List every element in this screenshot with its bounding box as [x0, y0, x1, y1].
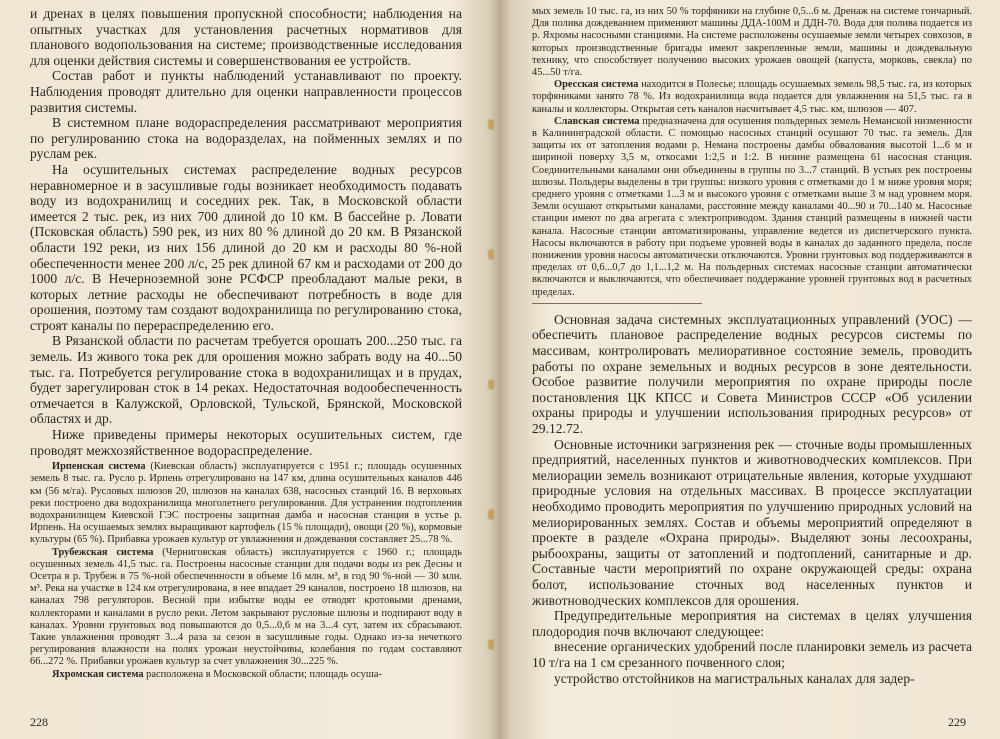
separator-rule — [532, 303, 702, 304]
system-description — [532, 6, 972, 79]
system-name: Яхромская система — [52, 668, 144, 680]
binding-stitch — [489, 640, 493, 649]
paragraph: В системном плане водораспределения рассматривают мероприятия по регулированию стока на водоразделах, на пойменных землях и по руслам рек. — [30, 115, 462, 162]
system-text: (Киевская область) эксплуатируется с 1951 г.; площадь осушенных земель 8 тыс. га. Русло р. Ирпень отрегулировано на 147 км, длина осушительных каналов 446 км (56 м/га). Русловых шлюзов 20, шлюзов на каналах 638, насосных станций 16. В верховьях реки построено два водохранилища многолетнего регулирования. Для устранения подтопления водохранилищем Киевской ГЭС построены защитная дамба и насосная станция в устье р. Ирпень. На осушаемых землях выращивают картофель (15 % площади), овощи (20 %), кормовые культуры (65 %). Прибавка урожаев культур от увлажнения и дождевания составляет 25...78 %. — [30, 461, 463, 546]
system-description — [532, 79, 972, 116]
paragraph: В Рязанской области по расчетам требуется орошать 200...250 тыс. га земель. Из живого тока рек для орошения можно забрать воду на 40...50 тыс. га. Потребуется регулирование стока в водохранилищах и в прудах, будет зарегулирован сток в 14 реках. Недостаточная водообеспеченность отмечается в Калужской, Орловской, Тульской, Брянской, Московской областях и др. — [30, 333, 462, 427]
left-page-body — [30, 6, 462, 681]
right-page-body — [532, 6, 972, 686]
right-small-text — [532, 6, 972, 299]
system-text: предназначена для осушения польдерных земель Неманской низменности в Калининградской области. С помощью насосных станций осушают 70 тыс. га земель. Для защиты их от затопления водами р. Немана построены дамбы обвалования высотой 1...6 м и шириной поверху 3,5 м, откосами 1:2,5 и 1:2. В низине размещена 61 насосная станция. Соединительными каналами они объединены в группы по 3...7 станций. В устьях рек построены шлюзы. Польдеры выделены в три группы: низкого уровня с отметками до 1 м ниже уровня моря; среднего уровня с отметками 1...3 м и высокого уровня с отметками выше 3 м над уровнем моря. Земли осушают открытыми каналами, расстояние между каналами 40...90 и 70...140 м. Насосные станции имеют по два агрегата с электроприводом. Здания станций размещены в нижней части канала. Насосные станции автоматизированы, управление ведется из диспетчерского пункта. Насосы включаются в работу при подъеме уровней воды в каналах до заданного предела, после понижения уровня насосы автоматически отключаются. Уровни грунтовых вод поддерживаются в пределах от 0,6...0,7 до 1,1...1,2 м. На польдерных системах насосные станции автоматически включаются и выключаются, что обеспечивает поддержание уровней грунтовых вод в расчетных пределах. — [532, 115, 972, 298]
paragraph: Ниже приведены примеры некоторых осушительных систем, где проводят межхозяйственное водораспределение. — [30, 427, 462, 458]
binding-stitch — [489, 510, 493, 519]
paragraph: и дренах в целях повышения пропускной способности; наблюдения на опытных участках для установления расчетных нормативов для планового водопользования на системе; производственные исследования для оценки действия системы и совершенствования ее устройств. — [30, 6, 462, 68]
system-text: (Черниговская область) эксплуатируется с 1960 г.; площадь осушенных земель 41,5 тыс. га. Построены насосные станции для подачи воды из рек Десны и Осетра в р. Трубеж в 75 %-ной обеспеченности в объеме 16 млн. м³, в год 90 %-ной — 30 млн. м³. Река на участке в 124 км отрегулирована, в нее впадает 29 каналов, построено 18 шлюзов, на каналах 798 регуляторов. Весной при избытке воды ее отводят кротовыми дренами, коллекторами и каналами в русло реки. Летом закрывают русловые шлюзы и подпирают воду в каналах. Уровни грунтовых вод повышаются до 0,5...0,6 м на 3...4 сут, затем их сбрасывают. Такие увлажнения проводят 3...4 раза за сезон в засушливые годы. Однако из-за нечеткого регулирования влажности на полях урожаи неустойчивы, колебания по годам составляют 66...272 %. Прибавки урожаев культур за счет увлажнения 30...225 %. — [30, 546, 462, 668]
left-small-text — [30, 461, 462, 681]
system-name: Славская система — [554, 115, 640, 127]
system-description — [30, 669, 462, 681]
page-number: 229 — [948, 715, 966, 729]
system-text: расположена в Московской области; площадь осуша- — [143, 668, 382, 680]
system-name: Оресская система — [554, 79, 639, 91]
system-text: мых земель 10 тыс. га, из них 50 % торфяники на глубине 0,5...6 м. Дренаж на системе гончарный. Для полива дождеванием применяют машины ДДА-100М и ДДН-70. Вода для полива подается из р. Яхромы насосными станциями. На системе расположены осушаемые земли четырех совхозов, в которых производственные бригады имеют закрепленные земли, машины и дождевальную технику, что способствует получению высоких урожаев овощей (капуста, морковь, свекла) по 45...50 т/га. — [532, 6, 972, 79]
right-main-text — [532, 312, 972, 686]
paragraph: Основные источники загрязнения рек — сточные воды промышленных предприятий, населенных пунктов и животноводческих комплексов. При мелиорации земель возникают отрицательные явления, которые ухудшают природные условия на отдельных массивах. В процессе эксплуатации необходимо проводить мероприятия по улучшению природных условий на мелиорированных землях. Состав и объемы мероприятий определяют в проекте в разделе «Охрана природы». Выделяют зоны лесоохраны, рыбоохраны, защиты от затоплений и подтоплений, санитарные и др. Составные части мероприятий по охране окружающей среды: охрана болот, использование сточных вод населенных пунктов и животноводческих комплексов для орошения. — [532, 436, 972, 608]
paragraph: Состав работ и пункты наблюдений устанавливают по проекту. Наблюдения проводят длительно для оценки направленности процессов развития системы. — [30, 68, 462, 115]
system-text: находится в Полесье; площадь осушаемых земель 98,5 тыс. га, из которых торфяниками занято 78 %. Из водохранилища вода подается для увлажнения на 51,5 тыс. га в каналы и коллекторы. Открытая сеть каналов насчитывает 4,5 тыс. км, шлюзов — 407. — [532, 79, 972, 115]
binding-stitch — [489, 250, 493, 259]
left-main-text — [30, 6, 462, 458]
system-description — [30, 461, 462, 546]
binding-stitch — [489, 380, 493, 389]
system-name: Трубежская система — [52, 546, 154, 558]
paragraph: Предупредительные мероприятия на системах в целях улучшения плодородия почв включают следующее: — [532, 608, 972, 639]
system-name: Ирпенская система — [52, 461, 146, 473]
page-number: 228 — [30, 715, 48, 729]
system-description — [30, 547, 462, 669]
paragraph: Основная задача системных эксплуатационных управлений (УОС) — обеспечить плановое распределение водных ресурсов системы по массивам, контролировать мелиоративное состояние земель, проводить работы по охране земельных и водных ресурсов в зоне деятельности. Особое развитие получили мероприятия по охране природы после постановления ЦК КПСС и Совета Министров СССР «Об усилении охраны природы и улучшении использования природных ресурсов» от 29.12.72. — [532, 311, 972, 437]
paragraph: внесение органических удобрений после планировки земель из расчета 10 т/га на 1 см срезанного почвенного слоя; — [532, 639, 972, 670]
paragraph: устройство отстойников на магистральных каналах для задер- — [554, 670, 915, 686]
binding-stitch — [489, 120, 493, 129]
paragraph: На осушительных системах распределение водных ресурсов неравномерное и в засушливые годы возникает необходимость подавать воду из водохранилищ и соседних рек. Так, в Московской области имеется 2 тыс. рек, из них 700 длиной до 10 км. В бассейне р. Ловати (Псковская область) 590 рек, из них 80 % длиной до 20 км. В Рязанской области 192 реки, из них 156 длиной до 20 км и расходы 80 %-ной обеспеченности менее 200 л/с, 25 рек длиной 67 км и расходами от 200 до 1000 л/с. В Нечерноземной зоне РСФСР преобладают малые реки, в которых летние расходы не обеспечивают потребность в воде для орошения, поэтому там создают водохранилища по регулированию стока, строят каналы по перераспределению его. — [30, 161, 462, 333]
system-description — [532, 116, 972, 299]
